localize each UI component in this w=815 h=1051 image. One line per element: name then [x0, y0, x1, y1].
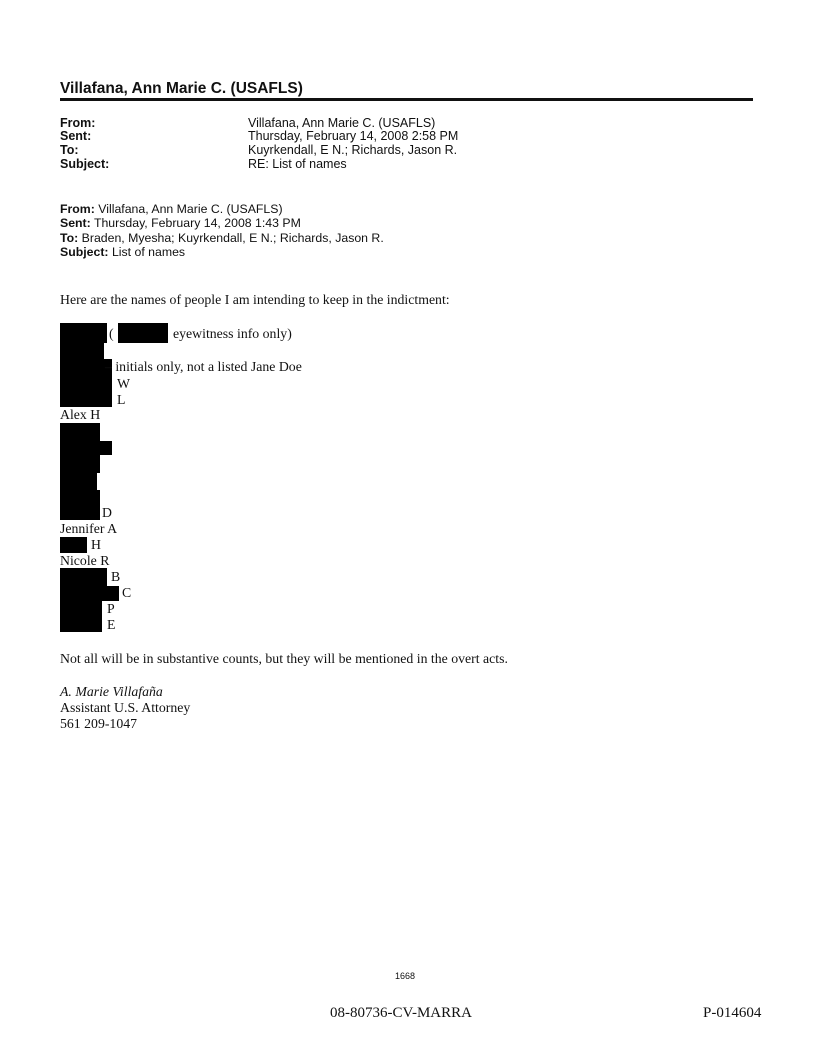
name-e: E: [107, 617, 116, 632]
redaction-block: [60, 441, 112, 455]
paren-open: (: [109, 326, 114, 341]
redaction-block: [60, 473, 97, 490]
bates-number: P-014604: [703, 1005, 762, 1021]
name-w: W: [117, 376, 131, 391]
forwarded-from-value: Villafana, Ann Marie C. (USAFLS): [98, 202, 283, 216]
name-b: B: [111, 569, 121, 584]
page-number: 1668: [395, 971, 416, 981]
body-intro: Here are the names of people I am intending to keep in the indictment:: [60, 292, 450, 307]
redaction-block: [60, 343, 104, 359]
signature-role: Assistant U.S. Attorney: [60, 700, 191, 715]
name-l: L: [117, 392, 126, 407]
to-label: To:: [60, 143, 79, 157]
subject-value: RE: List of names: [248, 157, 347, 171]
case-number: 08-80736-CV-MARRA: [330, 1005, 472, 1021]
forwarded-subject-label: Subject:: [60, 245, 109, 259]
redaction-block: [60, 375, 112, 407]
initials-note: – initials only, not a listed Jane Doe: [105, 359, 302, 374]
forwarded-from: [60, 202, 283, 216]
eyewitness-note: eyewitness info only): [173, 326, 292, 341]
name-h: H: [91, 537, 101, 552]
name-alex: Alex H: [60, 407, 101, 422]
forwarded-sent-value: Thursday, February 14, 2008 1:43 PM: [93, 216, 301, 230]
forwarded-to-label: To:: [60, 231, 79, 245]
document-title: Villafana, Ann Marie C. (USAFLS): [60, 80, 303, 97]
signature-name: A. Marie Villafaña: [60, 684, 163, 699]
forwarded-subject-value: List of names: [111, 245, 186, 259]
from-label: From:: [60, 116, 96, 130]
sent-label: Sent:: [60, 129, 92, 143]
redaction-block: [60, 601, 102, 617]
redaction-block: [60, 423, 100, 441]
redaction-block: [60, 586, 119, 601]
redaction-block: [60, 537, 87, 553]
forwarded-sent: [60, 216, 301, 230]
name-p: P: [107, 601, 115, 616]
redaction-block: [60, 490, 100, 520]
subject-label: Subject:: [60, 157, 110, 171]
forwarded-to-value: Braden, Myesha; Kuyrkendall, E N.; Richards, Jason R.: [81, 231, 384, 245]
forwarded-sent-label: Sent:: [60, 216, 91, 230]
name-jennifer: Jennifer A: [60, 521, 118, 536]
name-nicole: Nicole R: [60, 553, 110, 568]
redaction-block: [60, 455, 100, 473]
from-value: Villafana, Ann Marie C. (USAFLS): [248, 116, 436, 130]
redaction-block: [118, 323, 168, 343]
name-d: D: [102, 505, 112, 520]
redaction-block: [60, 617, 102, 632]
redaction-block: [60, 568, 107, 586]
forwarded-from-label: From:: [60, 202, 95, 216]
to-value: Kuyrkendall, E N.; Richards, Jason R.: [248, 143, 458, 157]
redaction-block: [60, 323, 107, 343]
body-closing: Not all will be in substantive counts, but they will be mentioned in the overt acts.: [60, 651, 508, 666]
forwarded-to: [60, 231, 384, 245]
sent-value: Thursday, February 14, 2008 2:58 PM: [248, 129, 459, 143]
signature-phone: 561 209-1047: [60, 716, 138, 731]
name-c: C: [122, 585, 132, 600]
forwarded-subject: [60, 245, 185, 259]
title-rule: [60, 98, 753, 101]
